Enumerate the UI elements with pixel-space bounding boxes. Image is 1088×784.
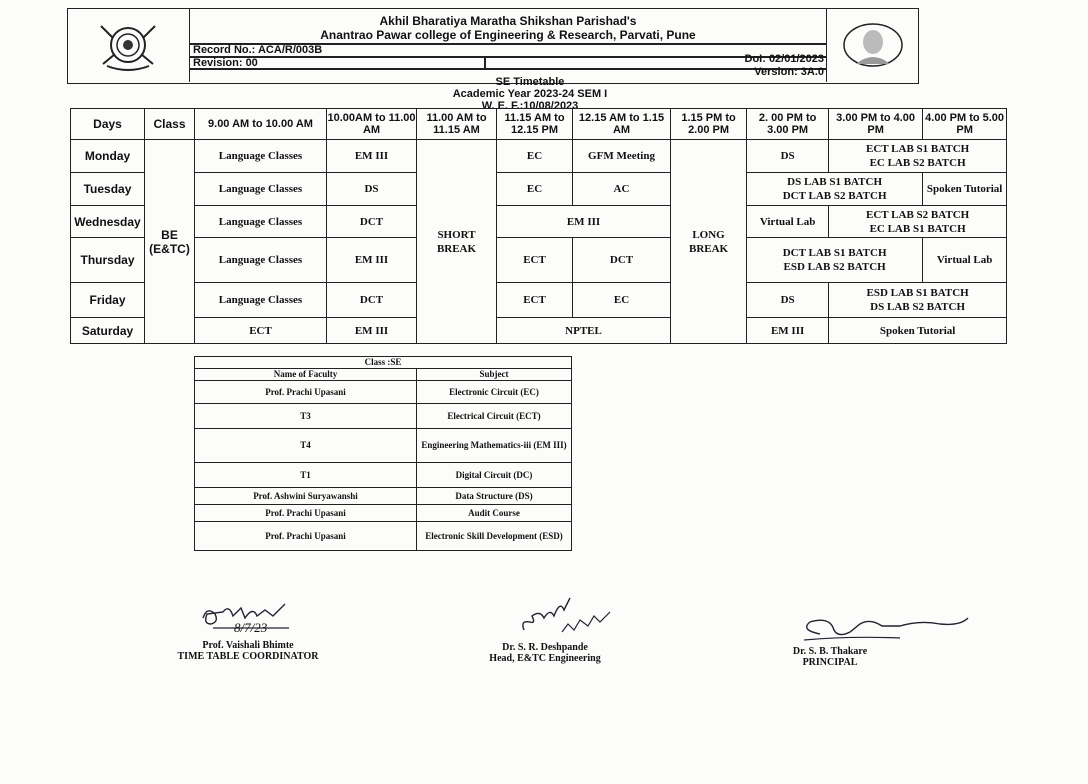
cell <box>747 238 923 283</box>
cell: EM III <box>327 238 417 283</box>
cell <box>829 140 1007 173</box>
row-saturday <box>71 318 1007 344</box>
cell-line: DCT LAB S2 BATCH <box>782 190 887 202</box>
cell-line: ESD LAB S2 BATCH <box>783 261 886 273</box>
principal-role: PRINCIPAL <box>802 657 858 668</box>
handwritten-signature-icon <box>510 590 620 642</box>
faculty-subject: Audit Course <box>417 505 572 522</box>
day-friday: Friday <box>71 283 145 318</box>
college-name: Anantrao Pawar college of Engineering & Research, Parvati, Pune <box>320 28 696 42</box>
cell: DCT <box>327 206 417 238</box>
cell <box>829 206 1007 238</box>
header-class: Class <box>145 109 195 140</box>
table-row <box>195 404 572 429</box>
header-slot-1: 9.00 AM to 10.00 AM <box>195 109 327 140</box>
cell: Language Classes <box>195 283 327 318</box>
cell: ECT <box>497 283 573 318</box>
cell: Language Classes <box>195 206 327 238</box>
hod-name: Dr. S. R. Deshpande <box>502 642 588 653</box>
cell: EM III <box>747 318 829 344</box>
cell: Language Classes <box>195 238 327 283</box>
cell-line: ECT LAB S1 BATCH <box>866 143 970 155</box>
faculty-subject: Engineering Mathematics-iii (EM III) <box>417 429 572 463</box>
coordinator-role: TIME TABLE COORDINATOR <box>177 651 319 662</box>
cell <box>747 173 923 206</box>
cell: DS <box>327 173 417 206</box>
cell: EC <box>573 283 671 318</box>
faculty-col-name: Name of Faculty <box>195 369 417 381</box>
header-slot-4: 11.15 AM to 12.15 PM <box>497 109 573 140</box>
cell-line: EC LAB S2 BATCH <box>869 157 966 169</box>
coordinator-signature <box>168 598 328 640</box>
header-days: Days <box>71 109 145 140</box>
faculty-subject: Electronic Circuit (EC) <box>417 381 572 404</box>
timetable-header-row <box>71 109 1007 140</box>
coordinator-signature-block <box>168 598 328 662</box>
faculty-name: Prof. Prachi Upasani <box>195 381 417 404</box>
faculty-name: Prof. Prachi Upasani <box>195 505 417 522</box>
cell: DS <box>747 140 829 173</box>
faculty-name: Prof. Prachi Upasani <box>195 522 417 551</box>
header-slot-7: 2. 00 PM to 3.00 PM <box>747 109 829 140</box>
cell: ECT <box>195 318 327 344</box>
cell-line: EC LAB S1 BATCH <box>869 222 966 235</box>
faculty-name: T4 <box>195 429 417 463</box>
day-saturday: Saturday <box>71 318 145 344</box>
faculty-subject: Data Structure (DS) <box>417 488 572 505</box>
table-row <box>195 488 572 505</box>
cell: DCT <box>327 283 417 318</box>
header-slot-5: 12.15 AM to 1.15 AM <box>573 109 671 140</box>
cell: EM III <box>327 318 417 344</box>
cell: Virtual Lab <box>747 206 829 238</box>
revision-number: Revision: 00 <box>193 57 258 69</box>
row-monday <box>71 140 1007 173</box>
title-line-2: Academic Year 2023-24 SEM I <box>452 88 608 100</box>
faculty-subject: Electrical Circuit (ECT) <box>417 404 572 429</box>
table-row <box>195 522 572 551</box>
date-of-issue: DoI: 02/01/2023 <box>744 53 824 65</box>
cell: Language Classes <box>195 140 327 173</box>
cell: Spoken Tutorial <box>829 318 1007 344</box>
faculty-table <box>194 356 572 551</box>
title-line-3: W. E. F.:10/08/2023 <box>481 100 579 112</box>
cell: NPTEL <box>497 318 671 344</box>
faculty-subject: Digital Circuit (DC) <box>417 463 572 488</box>
cell: DCT <box>573 238 671 283</box>
principal-signature-block <box>770 610 890 668</box>
hod-role: Head, E&TC Engineering <box>489 653 601 664</box>
title-line-1: SE Timetable <box>495 76 565 88</box>
cell: AC <box>573 173 671 206</box>
principal-signature <box>770 610 890 646</box>
row-tuesday <box>71 173 1007 206</box>
day-wednesday: Wednesday <box>71 206 145 238</box>
emblem-icon <box>93 18 163 72</box>
handwritten-signature-icon <box>790 610 980 646</box>
table-row <box>195 463 572 488</box>
class-name: BE (E&TC) <box>145 140 195 344</box>
cell: DS <box>747 283 829 318</box>
row-wednesday <box>71 206 1007 238</box>
cell: EM III <box>497 206 671 238</box>
row-thursday <box>71 238 1007 283</box>
day-thursday: Thursday <box>71 238 145 283</box>
faculty-subject: Electronic Skill Development (ESD) <box>417 522 572 551</box>
faculty-name: T1 <box>195 463 417 488</box>
portrait-icon <box>842 22 904 68</box>
table-row <box>195 505 572 522</box>
header-slot-9: 4.00 PM to 5.00 PM <box>923 109 1007 140</box>
cell: EC <box>497 173 573 206</box>
header-slot-2: 10.00AM to 11.00 AM <box>327 109 417 140</box>
cell: ECT <box>497 238 573 283</box>
timetable <box>70 108 1007 344</box>
long-break: LONG BREAK <box>671 140 747 344</box>
org-name: Akhil Bharatiya Maratha Shikshan Parishad's <box>379 14 637 28</box>
cell-line: ESD LAB S1 BATCH <box>866 287 969 299</box>
header-slot-6: 1.15 PM to 2.00 PM <box>671 109 747 140</box>
coordinator-date: 8/7/23 <box>234 620 268 635</box>
faculty-col-subject: Subject <box>417 369 572 381</box>
cell: Language Classes <box>195 173 327 206</box>
hod-signature-block <box>470 590 620 664</box>
cell: EC <box>497 140 573 173</box>
short-break: SHORT BREAK <box>417 140 497 344</box>
faculty-table-title: Class :SE <box>195 357 572 369</box>
cell: GFM Meeting <box>573 140 671 173</box>
row-friday <box>71 283 1007 318</box>
cell-line: ECT LAB S2 BATCH <box>866 208 970 221</box>
cell-line: DS LAB S1 BATCH <box>787 176 883 188</box>
cell: Spoken Tutorial <box>923 173 1007 206</box>
hod-signature <box>470 590 620 642</box>
cell <box>829 283 1007 318</box>
cell: EM III <box>327 140 417 173</box>
college-logo <box>67 8 190 82</box>
principal-name: Dr. S. B. Thakare <box>792 646 868 657</box>
coordinator-name: Prof. Vaishali Bhimte <box>202 640 294 651</box>
version-number: Version: 3A.0 <box>754 66 824 78</box>
day-monday: Monday <box>71 140 145 173</box>
cell-line: DS LAB S2 BATCH <box>870 301 966 313</box>
record-number: Record No.: ACA/R/003B <box>193 44 323 56</box>
header-slot-8: 3.00 PM to 4.00 PM <box>829 109 923 140</box>
header-slot-3: 11.00 AM to 11.15 AM <box>417 109 497 140</box>
table-row <box>195 429 572 463</box>
faculty-header-row <box>195 369 572 381</box>
faculty-name: Prof. Ashwini Suryawanshi <box>195 488 417 505</box>
day-tuesday: Tuesday <box>71 173 145 206</box>
table-row <box>195 381 572 404</box>
cell: Virtual Lab <box>923 238 1007 283</box>
principal-photo <box>826 8 918 82</box>
cell-line: DCT LAB S1 BATCH <box>782 247 887 259</box>
page-title <box>330 76 730 112</box>
faculty-name: T3 <box>195 404 417 429</box>
